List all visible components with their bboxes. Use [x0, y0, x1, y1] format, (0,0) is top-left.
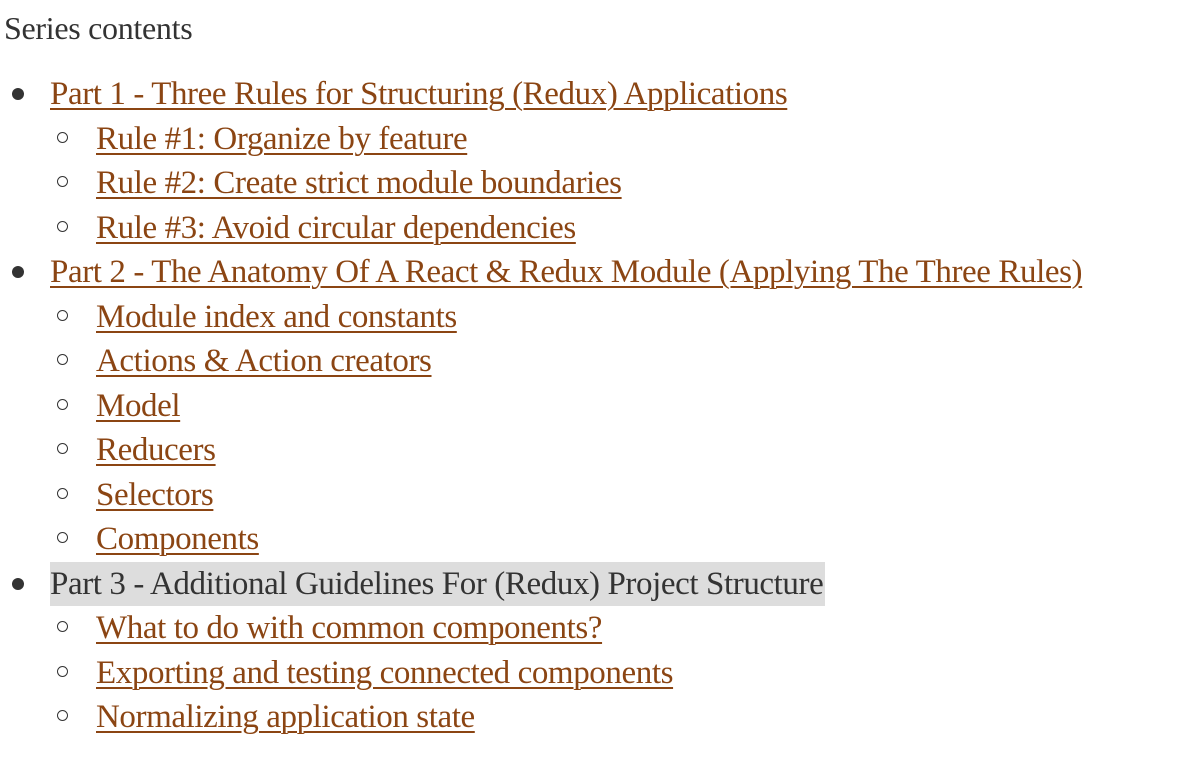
part-3-current-label: Part 3 - Additional Guidelines For (Redux) Project Structure: [50, 562, 825, 607]
section-link[interactable]: Exporting and testing connected components: [96, 654, 674, 691]
circle-bullet-icon: [57, 221, 68, 232]
disc-bullet-icon: [12, 578, 24, 590]
section-link[interactable]: What to do with common components?: [96, 610, 603, 646]
part-2-link[interactable]: Part 2 - The Anatomy Of A React & Redux Module (Applying The Three Rules): [50, 254, 1083, 290]
section-item: [50, 517, 1200, 562]
section-link[interactable]: Model: [96, 387, 181, 424]
circle-bullet-icon: [57, 488, 68, 499]
section-link[interactable]: Module index and constants: [96, 298, 457, 335]
circle-bullet-icon: [57, 532, 68, 543]
series-contents: [0, 6, 1200, 740]
section-link[interactable]: Normalizing application state: [96, 699, 475, 735]
circle-bullet-icon: [57, 666, 68, 677]
section-link[interactable]: Selectors: [96, 476, 214, 513]
disc-bullet-icon: [12, 88, 24, 100]
circle-bullet-icon: [57, 176, 68, 187]
part-1-sections: [50, 117, 1200, 251]
part-1-link[interactable]: Part 1 - Three Rules for Structuring (Redux) Applications: [50, 76, 788, 112]
section-item: [50, 295, 1200, 340]
circle-bullet-icon: [57, 399, 68, 410]
circle-bullet-icon: [57, 621, 68, 632]
section-item: [50, 651, 1200, 696]
part-item: [4, 250, 1200, 562]
section-link[interactable]: Rule #1: Organize by feature: [96, 120, 468, 157]
section-link[interactable]: Components: [96, 521, 259, 557]
part-3-sections: [50, 606, 1200, 740]
series-contents-heading: Series contents: [4, 10, 193, 46]
section-link[interactable]: Actions & Action creators: [96, 343, 432, 379]
disc-bullet-icon: [12, 266, 24, 278]
part-item: [4, 562, 1200, 740]
section-link[interactable]: Rule #2: Create strict module boundaries: [96, 165, 622, 201]
section-item: [50, 384, 1200, 429]
circle-bullet-icon: [57, 443, 68, 454]
circle-bullet-icon: [57, 310, 68, 321]
section-item: [50, 117, 1200, 162]
part-item: [4, 72, 1200, 250]
circle-bullet-icon: [57, 354, 68, 365]
section-item: [50, 161, 1200, 206]
circle-bullet-icon: [57, 710, 68, 721]
section-item: [50, 206, 1200, 251]
circle-bullet-icon: [57, 132, 68, 143]
section-link[interactable]: Rule #3: Avoid circular dependencies: [96, 209, 576, 246]
part-2-sections: [50, 295, 1200, 562]
section-link[interactable]: Reducers: [96, 432, 216, 468]
section-item: [50, 473, 1200, 518]
parts-list: [4, 72, 1200, 740]
section-item: [50, 339, 1200, 384]
section-item: [50, 428, 1200, 473]
section-item: [50, 606, 1200, 651]
section-item: [50, 695, 1200, 740]
